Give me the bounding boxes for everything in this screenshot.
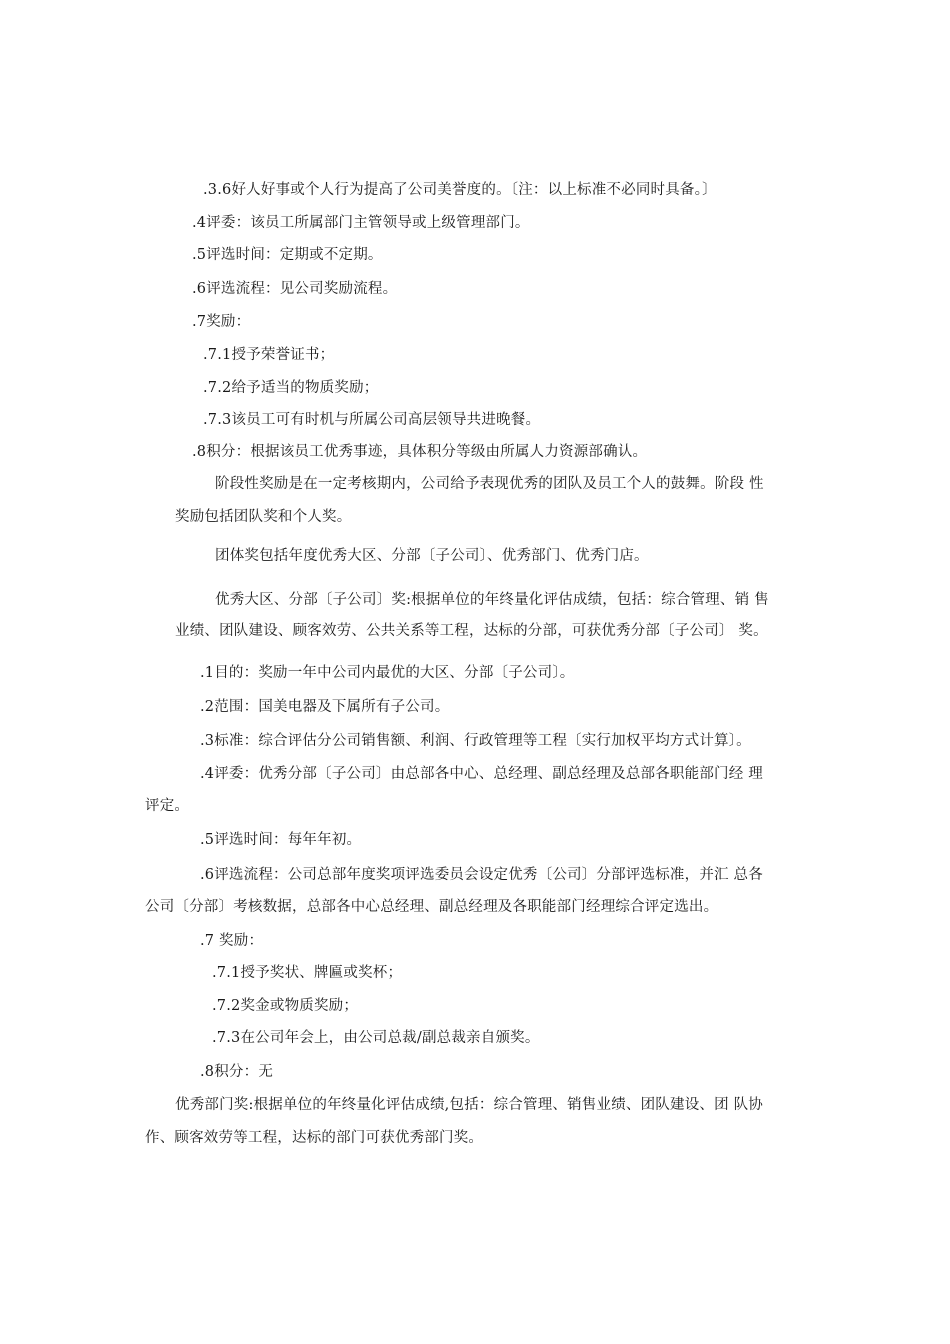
text-line: .6评选流程：公司总部年度奖项评选委员会设定优秀〔公司〕分部评选标准，并汇 总各 xyxy=(200,867,763,883)
text-line: .7.2给予适当的物质奖励； xyxy=(203,380,379,396)
text-line: 优秀大区、分部〔子公司〕奖:根据单位的年终量化评估成绩，包括：综合管理、销 售 xyxy=(215,592,769,608)
text-line: 公司〔分部〕考核数据，总部各中心总经理、副总经理及各职能部门经理综合评定选出。 xyxy=(145,899,719,915)
text-line: .1目的：奖励一年中公司内最优的大区、分部〔子公司〕。 xyxy=(200,665,575,681)
text-line: .2范围：国美电器及下属所有子公司。 xyxy=(200,699,450,715)
text-line: .7 奖励： xyxy=(200,933,264,949)
text-line: .3标准：综合评估分公司销售额、利润、行政管理等工程〔实行加权平均方式计算〕。 xyxy=(200,733,751,749)
text-line: 评定。 xyxy=(145,798,190,814)
text-line: .7奖励： xyxy=(192,314,251,330)
text-line: 团体奖包括年度优秀大区、分部〔子公司〕、优秀部门、优秀门店。 xyxy=(215,548,649,564)
text-line: .8积分：无 xyxy=(200,1064,274,1080)
text-line: .6评选流程：见公司奖励流程。 xyxy=(192,281,398,297)
text-line: .7.1授予荣誉证书； xyxy=(203,347,335,363)
text-line: 阶段性奖励是在一定考核期内，公司给予表现优秀的团队及员工个人的鼓舞。阶段 性 xyxy=(215,476,764,492)
text-line: .7.2奖金或物质奖励； xyxy=(212,998,359,1014)
text-line: .8积分：根据该员工优秀事迹，具体积分等级由所属人力资源部确认。 xyxy=(192,444,648,460)
text-line: .4评委：该员工所属部门主管领导或上级管理部门。 xyxy=(192,215,530,231)
text-line: .7.1授予奖状、牌匾或奖杯； xyxy=(212,965,403,981)
text-line: .5评选时间：每年年初。 xyxy=(200,832,362,848)
text-line: 优秀部门奖:根据单位的年终量化评估成绩,包括：综合管理、销售业绩、团队建设、团 队协 xyxy=(175,1097,763,1113)
text-line: .3.6好人好事或个人行为提高了公司美誉度的。〔注：以上标准不必同时具备。〕 xyxy=(203,182,717,198)
text-line: 奖励包括团队奖和个人奖。 xyxy=(175,509,352,525)
text-line: 作、顾客效劳等工程，达标的部门可获优秀部门奖。 xyxy=(145,1130,484,1146)
text-line: .4评委：优秀分部〔子公司〕由总部各中心、总经理、副总经理及总部各职能部门经 理 xyxy=(200,766,763,782)
text-line: .7.3该员工可有时机与所属公司高层领导共进晚餐。 xyxy=(203,412,541,428)
text-line: 业绩、团队建设、顾客效劳、公共关系等工程，达标的分部，可获优秀分部〔子公司〕 奖。 xyxy=(175,623,768,639)
text-line: .5评选时间：定期或不定期。 xyxy=(192,247,383,263)
text-line: .7.3在公司年会上，由公司总裁/副总裁亲自颁奖。 xyxy=(212,1030,540,1046)
